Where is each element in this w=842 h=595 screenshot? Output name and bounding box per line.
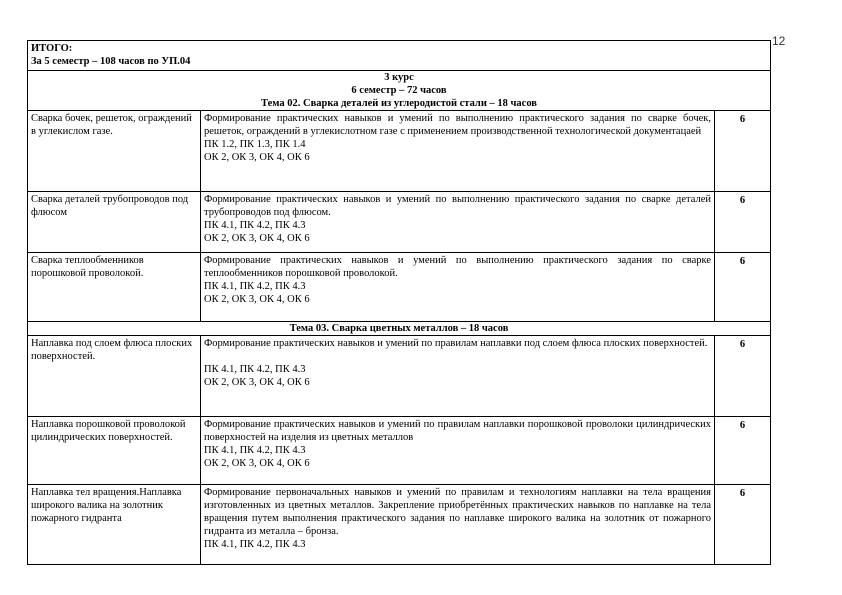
lesson-description: Формирование практических навыков и умений по выполнению практического задания по сварке бочек, решеток, ограждений в углекислотном газе с применением производственной технологической документацаей <box>204 113 711 137</box>
lesson-hours: 6 <box>715 111 771 192</box>
lesson-name: Сварка бочек, решеток, ограждений в углекислом газе. <box>28 111 201 192</box>
table-row <box>28 485 771 565</box>
itogo-row <box>28 41 771 71</box>
pk-competencies: ПК 4.1, ПК 4.2, ПК 4.3 <box>204 539 306 550</box>
pk-competencies: ПК 4.1, ПК 4.2, ПК 4.3 <box>204 445 306 456</box>
lesson-description: Формирование практических навыков и умений по выполнению практического задания по сварке теплообменников порошковой проволокой. <box>204 255 711 279</box>
practice-plan-table <box>27 40 771 565</box>
lesson-name: Наплавка порошковой проволокой цилиндрических поверхностей. <box>28 417 201 485</box>
lesson-name: Наплавка тел вращения.Наплавка широкого валика на золотник пожарного гидранта <box>28 485 201 565</box>
table-row <box>28 336 771 417</box>
topic-2-title: Тема 02. Сварка деталей из углеродистой стали – 18 часов <box>261 98 537 109</box>
lesson-name: Сварка теплообменников порошковой проволокой. <box>28 253 201 322</box>
semester-label: 6 семестр – 72 часов <box>351 85 447 96</box>
ok-competencies: ОК 2, ОК 3, ОК 4, ОК 6 <box>204 294 310 305</box>
lesson-hours: 6 <box>715 417 771 485</box>
course-label: 3 курс <box>384 72 414 83</box>
itogo-label: ИТОГО: <box>31 43 73 54</box>
topic-3-header-row <box>28 322 771 336</box>
ok-competencies: ОК 2, ОК 3, ОК 4, ОК 6 <box>204 377 310 388</box>
lesson-description: Формирование практических навыков и умений по правилам наплавки под слоем флюса плоских поверхностей. <box>204 338 708 349</box>
lesson-description-cell <box>201 417 715 485</box>
ok-competencies: ОК 2, ОК 3, ОК 4, ОК 6 <box>204 233 310 244</box>
lesson-description: Формирование первоначальных навыков и умений по правилам и технологиям наплавки на тела вращения изготовленных из цветных металлов. Закрепление приобретённых практических навыков по наплавке на тела вращения путем выполнения практического задания по наплавке широкого валика на золотник от пожарного гидранта из металла – бронза. <box>204 487 711 537</box>
topic-3-title: Тема 03. Сварка цветных металлов – 18 часов <box>28 322 771 336</box>
lesson-description-cell <box>201 111 715 192</box>
lesson-hours: 6 <box>715 336 771 417</box>
itogo-semester: За 5 семестр – 108 часов по УП.04 <box>31 56 191 67</box>
lesson-name: Сварка деталей трубопроводов под флюсом <box>28 192 201 253</box>
lesson-description: Формирование практических навыков и умений по выполнению практического задания по сварке деталей трубопроводов под флюсом. <box>204 194 711 218</box>
ok-competencies: ОК 2, ОК 3, ОК 4, ОК 6 <box>204 152 310 163</box>
lesson-hours: 6 <box>715 485 771 565</box>
lesson-hours: 6 <box>715 253 771 322</box>
table-row <box>28 192 771 253</box>
table-row <box>28 417 771 485</box>
spacer <box>204 350 711 363</box>
course-header-cell <box>28 71 771 111</box>
table-row <box>28 253 771 322</box>
lesson-name: Наплавка под слоем флюса плоских поверхностей. <box>28 336 201 417</box>
lesson-description-cell <box>201 192 715 253</box>
lesson-description-cell <box>201 336 715 417</box>
pk-competencies: ПК 4.1, ПК 4.2, ПК 4.3 <box>204 220 306 231</box>
course-header-row <box>28 71 771 111</box>
pk-competencies: ПК 1.2, ПК 1.3, ПК 1.4 <box>204 139 306 150</box>
ok-competencies: ОК 2, ОК 3, ОК 4, ОК 6 <box>204 458 310 469</box>
pk-competencies: ПК 4.1, ПК 4.2, ПК 4.3 <box>204 281 306 292</box>
itogo-cell <box>28 41 771 71</box>
table-row <box>28 111 771 192</box>
lesson-description-cell <box>201 485 715 565</box>
lesson-description: Формирование практических навыков и умений по правилам наплавки порошковой проволоки цилиндрических поверхностей на изделия из цветных металлов <box>204 419 711 443</box>
lesson-hours: 6 <box>715 192 771 253</box>
page-number: 12 <box>772 34 786 48</box>
lesson-description-cell <box>201 253 715 322</box>
pk-competencies: ПК 4.1, ПК 4.2, ПК 4.3 <box>204 364 306 375</box>
